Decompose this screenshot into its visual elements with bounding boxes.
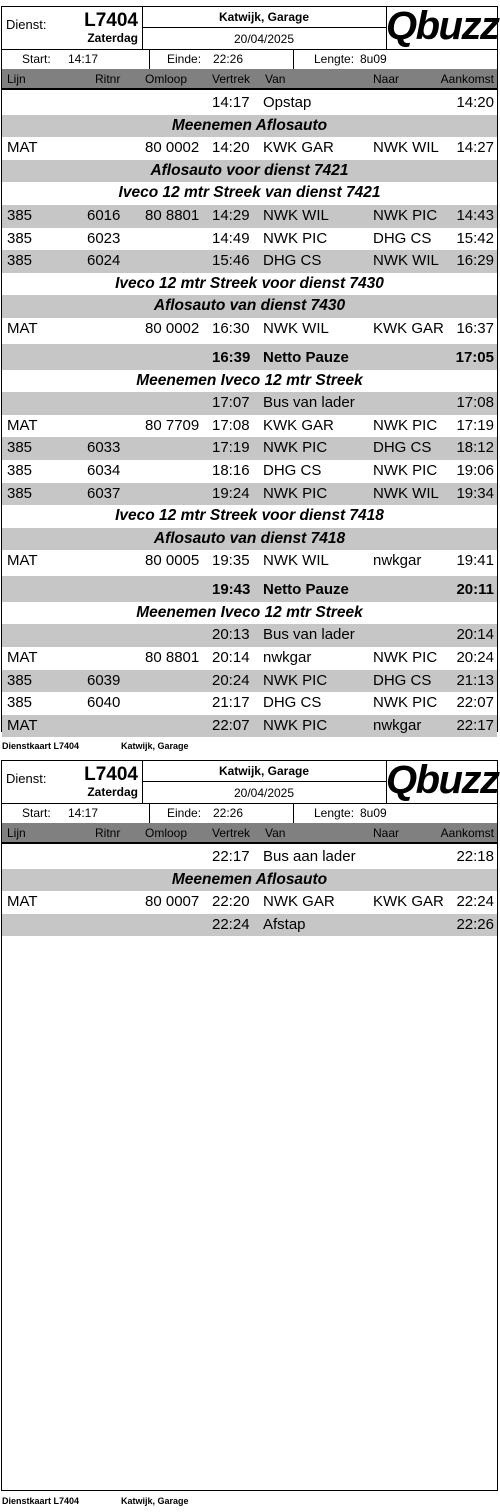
trip-row (2, 460, 497, 483)
cell-lijn: MAT (7, 319, 38, 337)
date: 20/04/2025 (233, 786, 295, 800)
cell-ritnr: 6033 (87, 439, 121, 457)
dienst-number: L7404 (84, 10, 138, 31)
cell-naar: nwkgar (373, 552, 422, 570)
trip-row (2, 392, 497, 415)
einde-time: 22:26 (213, 806, 244, 820)
cell-van: Bus van lader (263, 626, 355, 644)
cell-van: NWK PIC (263, 716, 328, 734)
cell-ritnr: 6034 (87, 461, 121, 479)
start-time: 14:17 (68, 52, 99, 66)
cell-aankomst: 19:06 (456, 461, 494, 479)
cell-aankomst: 16:29 (456, 252, 494, 270)
col-ritnr: Ritnr (95, 826, 121, 840)
pause-row (2, 344, 497, 370)
cell-vertrek: 17:08 (212, 416, 250, 434)
cell-naar: NWK PIC (373, 649, 438, 667)
cell-aankomst: 22:18 (456, 848, 494, 865)
page-footer (2, 741, 189, 751)
cell-van: NWK WIL (263, 319, 329, 337)
cell-lijn: MAT (7, 416, 38, 434)
cell-vertrek: 22:24 (212, 915, 250, 933)
cell-omloop: 80 7709 (145, 416, 200, 434)
cell-aankomst: 21:13 (456, 671, 494, 689)
cell-aankomst: 20:24 (456, 649, 494, 667)
day-type: Zaterdag (87, 31, 138, 45)
location: Katwijk, Garage (142, 10, 386, 24)
start-label: Start: (22, 806, 51, 820)
cell-omloop: 80 8801 (145, 206, 200, 224)
trip-row (2, 228, 497, 251)
cell-vertrek: 20:14 (212, 649, 250, 667)
page-footer (2, 1496, 189, 1506)
trip-row (2, 137, 497, 160)
section-heading: Iveco 12 mtr Streek voor dienst 7418 (115, 507, 384, 525)
trip-row (2, 205, 497, 228)
date: 20/04/2025 (233, 32, 295, 46)
cell-lijn: MAT (7, 893, 38, 911)
lengte-label: Lengte: (314, 52, 355, 66)
dienst-label: Dienst: (6, 771, 47, 786)
cell-aankomst: 15:42 (456, 229, 494, 247)
cell-lijn: 385 (7, 461, 33, 479)
cell-aankomst: 18:12 (456, 439, 494, 457)
cell-omloop: 80 0005 (145, 552, 200, 570)
col-vertrek: Vertrek (212, 826, 251, 840)
cell-aankomst: 14:27 (456, 139, 494, 157)
trip-row (2, 437, 497, 460)
col-aankomst: Aankomst (440, 826, 494, 840)
times-row (2, 803, 497, 824)
cell-omloop: 80 0002 (145, 139, 200, 157)
cell-naar: KWK GAR (373, 893, 444, 911)
pause-end: 17:05 (455, 348, 494, 366)
cell-aankomst: 16:37 (456, 319, 494, 337)
cell-lijn: 385 (7, 206, 33, 224)
footer-label: Dienstkaart L7404 (2, 741, 80, 751)
cell-vertrek: 14:29 (212, 206, 250, 224)
cell-naar: NWK PIC (373, 206, 438, 224)
cell-lijn: MAT (7, 552, 38, 570)
cell-lijn: 385 (7, 671, 33, 689)
cell-naar: DHG CS (373, 671, 432, 689)
cell-omloop: 80 8801 (145, 649, 200, 667)
section-heading: Meenemen Iveco 12 mtr Streek (136, 371, 363, 389)
pause-row (2, 576, 497, 602)
col-van: Van (265, 826, 286, 840)
cell-ritnr: 6023 (87, 229, 121, 247)
cell-van: NWK PIC (263, 439, 328, 457)
cell-van: DHG CS (263, 252, 322, 270)
col-van: Van (265, 72, 286, 86)
cell-ritnr: 6039 (87, 671, 121, 689)
col-naar: Naar (373, 826, 400, 840)
cell-van: DHG CS (263, 694, 322, 712)
cell-lijn: 385 (7, 439, 33, 457)
cell-van: NWK GAR (263, 893, 335, 911)
card-header (2, 758, 499, 804)
cell-omloop: 80 0007 (145, 893, 200, 911)
cell-omloop: 80 0002 (145, 319, 200, 337)
cell-van: NWK WIL (263, 206, 329, 224)
cell-van: KWK GAR (263, 139, 334, 157)
qbuzz-logo: Qbuzz (386, 4, 499, 48)
times-row (2, 49, 497, 70)
schedule-rows (2, 846, 497, 936)
cell-vertrek: 22:17 (212, 848, 250, 865)
logo-cell (386, 4, 499, 49)
cell-naar: DHG CS (373, 439, 432, 457)
cell-vertrek: 14:49 (212, 229, 250, 247)
cell-van: Afstap (263, 915, 306, 933)
trip-row (2, 550, 497, 573)
lengte-value: 8u09 (360, 806, 387, 820)
section-heading: Meenemen Iveco 12 mtr Streek (136, 603, 363, 621)
trip-row (2, 846, 497, 869)
trip-row (2, 692, 497, 715)
section-heading: Iveco 12 mtr Streek voor dienst 7430 (115, 274, 384, 292)
trip-row (2, 92, 497, 115)
einde-label: Einde: (167, 806, 202, 820)
cell-vertrek: 18:16 (212, 461, 250, 479)
trip-row (2, 891, 497, 914)
col-omloop: Omloop (145, 72, 188, 86)
cell-aankomst: 14:20 (456, 94, 494, 111)
cell-lijn: 385 (7, 694, 33, 712)
footer-location: Katwijk, Garage (121, 741, 189, 751)
cell-vertrek: 22:20 (212, 893, 250, 911)
cell-aankomst: 22:26 (456, 915, 494, 933)
trip-row (2, 624, 497, 647)
cell-vertrek: 17:19 (212, 439, 250, 457)
cell-van: Opstap (263, 94, 312, 111)
cell-vertrek: 15:46 (212, 252, 250, 270)
qbuzz-logo: Qbuzz (386, 758, 499, 802)
cell-van: KWK GAR (263, 416, 334, 434)
column-header (2, 69, 497, 90)
cell-vertrek: 17:07 (212, 394, 250, 412)
location: Katwijk, Garage (142, 764, 386, 778)
cell-naar: nwkgar (373, 716, 422, 734)
cell-van: DHG CS (263, 461, 322, 479)
cell-van: Bus aan lader (263, 848, 356, 865)
trip-row (2, 670, 497, 693)
duty-card-page-2 (1, 760, 498, 1491)
col-naar: Naar (373, 72, 400, 86)
cell-aankomst: 22:07 (456, 694, 494, 712)
cell-van: NWK PIC (263, 671, 328, 689)
section-heading: Meenemen Aflosauto (2, 115, 497, 138)
section-heading: Aflosauto voor dienst 7421 (2, 160, 497, 183)
column-header (2, 823, 497, 844)
cell-ritnr: 6024 (87, 252, 121, 270)
day-type: Zaterdag (87, 785, 138, 799)
cell-lijn: 385 (7, 252, 33, 270)
pause-start: 16:39 (212, 348, 251, 366)
cell-ritnr: 6037 (87, 484, 121, 502)
cell-aankomst: 19:34 (456, 484, 494, 502)
footer-label: Dienstkaart L7404 (2, 1496, 80, 1506)
cell-van: Bus van lader (263, 394, 355, 412)
col-vertrek: Vertrek (212, 72, 251, 86)
cell-vertrek: 20:13 (212, 626, 250, 644)
dienst-label: Dienst: (6, 17, 47, 32)
duty-card-page-1 (1, 6, 498, 732)
section-heading: Meenemen Aflosauto (2, 869, 497, 892)
cell-van: NWK WIL (263, 552, 329, 570)
cell-ritnr: 6016 (87, 206, 121, 224)
location-cell (142, 761, 387, 803)
cell-aankomst: 22:17 (456, 716, 494, 734)
cell-aankomst: 22:24 (456, 893, 494, 911)
cell-vertrek: 14:17 (212, 94, 250, 111)
schedule-rows (2, 92, 497, 737)
cell-vertrek: 22:07 (212, 716, 250, 734)
cell-vertrek: 19:24 (212, 484, 250, 502)
cell-naar: NWK WIL (373, 252, 439, 270)
trip-row (2, 647, 497, 670)
col-omloop: Omloop (145, 826, 188, 840)
cell-lijn: MAT (7, 716, 38, 734)
col-ritnr: Ritnr (95, 72, 121, 86)
cell-vertrek: 20:24 (212, 671, 250, 689)
cell-naar: KWK GAR (373, 319, 444, 337)
cell-lijn: 385 (7, 229, 33, 247)
lengte-label: Lengte: (314, 806, 355, 820)
start-time: 14:17 (68, 806, 99, 820)
pause-label: Netto Pauze (263, 580, 349, 598)
section-heading: Aflosauto van dienst 7418 (2, 528, 497, 551)
cell-van: NWK PIC (263, 484, 328, 502)
cell-vertrek: 21:17 (212, 694, 250, 712)
einde-time: 22:26 (213, 52, 244, 66)
cell-aankomst: 19:41 (456, 552, 494, 570)
cell-vertrek: 16:30 (212, 319, 250, 337)
cell-van: NWK PIC (263, 229, 328, 247)
col-aankomst: Aankomst (440, 72, 494, 86)
cell-naar: NWK PIC (373, 461, 438, 479)
trip-row (2, 250, 497, 273)
card-header (2, 4, 499, 50)
duty-id-cell (2, 761, 143, 803)
cell-ritnr: 6040 (87, 694, 121, 712)
cell-naar: NWK WIL (373, 139, 439, 157)
trip-row (2, 715, 497, 738)
cell-naar: NWK PIC (373, 416, 438, 434)
cell-lijn: MAT (7, 139, 38, 157)
cell-lijn: MAT (7, 649, 38, 667)
cell-aankomst: 20:14 (456, 626, 494, 644)
cell-naar: NWK PIC (373, 694, 438, 712)
lengte-value: 8u09 (360, 52, 387, 66)
cell-lijn: 385 (7, 484, 33, 502)
start-label: Start: (22, 52, 51, 66)
einde-label: Einde: (167, 52, 202, 66)
cell-van: nwkgar (263, 649, 312, 667)
footer-location: Katwijk, Garage (121, 1496, 189, 1506)
pause-label: Netto Pauze (263, 348, 349, 366)
logo-cell (386, 758, 499, 803)
duty-id-cell (2, 7, 143, 49)
pause-start: 19:43 (212, 580, 251, 598)
section-heading: Aflosauto van dienst 7430 (2, 295, 497, 318)
col-lijn: Lijn (7, 72, 26, 86)
location-cell (142, 7, 387, 49)
trip-row (2, 318, 497, 341)
dienst-number: L7404 (84, 764, 138, 785)
cell-naar: DHG CS (373, 229, 432, 247)
cell-aankomst: 17:19 (456, 416, 494, 434)
cell-vertrek: 14:20 (212, 139, 250, 157)
trip-row (2, 415, 497, 438)
section-heading: Iveco 12 mtr Streek van dienst 7421 (118, 184, 381, 202)
pause-end: 20:11 (456, 580, 494, 598)
trip-row (2, 483, 497, 506)
cell-naar: NWK WIL (373, 484, 439, 502)
cell-aankomst: 14:43 (456, 206, 494, 224)
trip-row (2, 914, 497, 937)
cell-vertrek: 19:35 (212, 552, 250, 570)
col-lijn: Lijn (7, 826, 26, 840)
cell-aankomst: 17:08 (456, 394, 494, 412)
